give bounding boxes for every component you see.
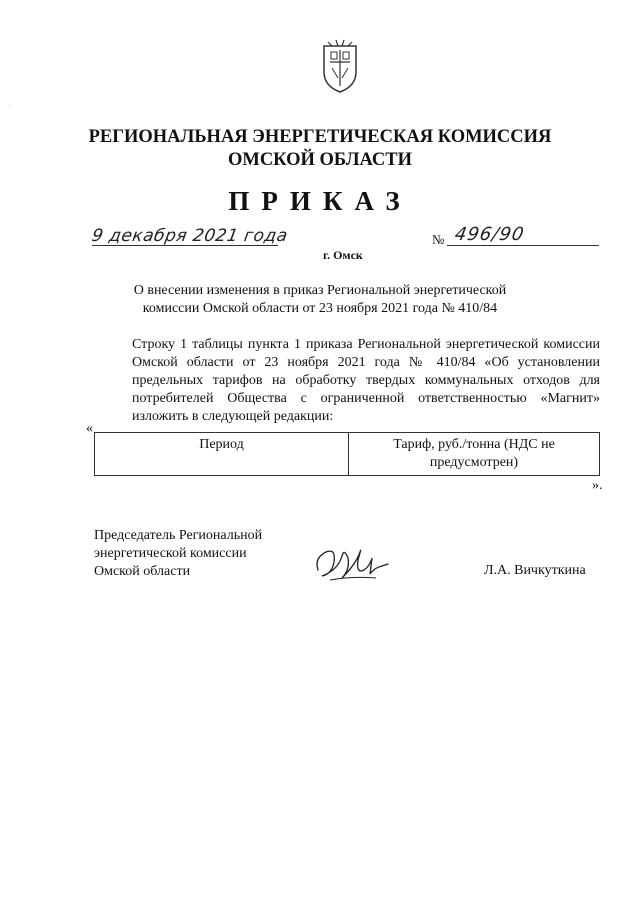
body-paragraph: Строку 1 таблицы пункта 1 приказа Региональной энергетической комиссии Омской области от 23 ноября 2021 года № 410/84 «Об установлении предельных тарифов на обработку твердых коммунальных отходов для потребителей Общества с ограниченной ответственностью «Магнит» изложить в следующей редакции: (132, 337, 600, 424)
signer-position-line-2: энергетической комиссии (94, 546, 247, 561)
subject-line-1: О внесении изменения в приказ Региональной энергетической (133, 283, 507, 298)
signer-position (94, 527, 262, 581)
date-underline (92, 245, 278, 246)
coat-of-arms-icon (320, 38, 360, 94)
organization-line-1: РЕГИОНАЛЬНАЯ ЭНЕРГЕТИЧЕСКАЯ КОМИССИЯ (88, 127, 552, 147)
number-underline (447, 245, 599, 246)
handwritten-signature (312, 540, 394, 586)
table-row (95, 433, 600, 476)
document-title: ПРИКАЗ (228, 186, 412, 216)
signer-position-line-1: Председатель Региональной (94, 528, 263, 543)
order-body (94, 336, 600, 426)
city-label: г. Омск (323, 248, 363, 262)
tariff-table (94, 432, 600, 476)
table-open-quote: « (86, 421, 93, 436)
handwritten-number: 496/90 (453, 224, 527, 245)
handwritten-date: 9 декабря 2021 года (90, 226, 290, 246)
table-header-period: Период (95, 433, 349, 476)
number-sign: № (432, 232, 445, 247)
table-close-quote: ». (592, 478, 603, 493)
organization-name (0, 126, 640, 172)
table-header-tariff: Тариф, руб./тонна (НДС не предусмотрен) (349, 433, 600, 476)
signer-name: Л.А. Вичкуткина (484, 563, 586, 578)
order-subject (0, 282, 640, 318)
organization-line-2: ОМСКОЙ ОБЛАСТИ (227, 150, 413, 170)
signer-position-line-3: Омской области (94, 564, 191, 579)
margin-mark: · (8, 102, 11, 111)
subject-line-2: комиссии Омской области от 23 ноября 2021 года № 410/84 (142, 301, 498, 316)
